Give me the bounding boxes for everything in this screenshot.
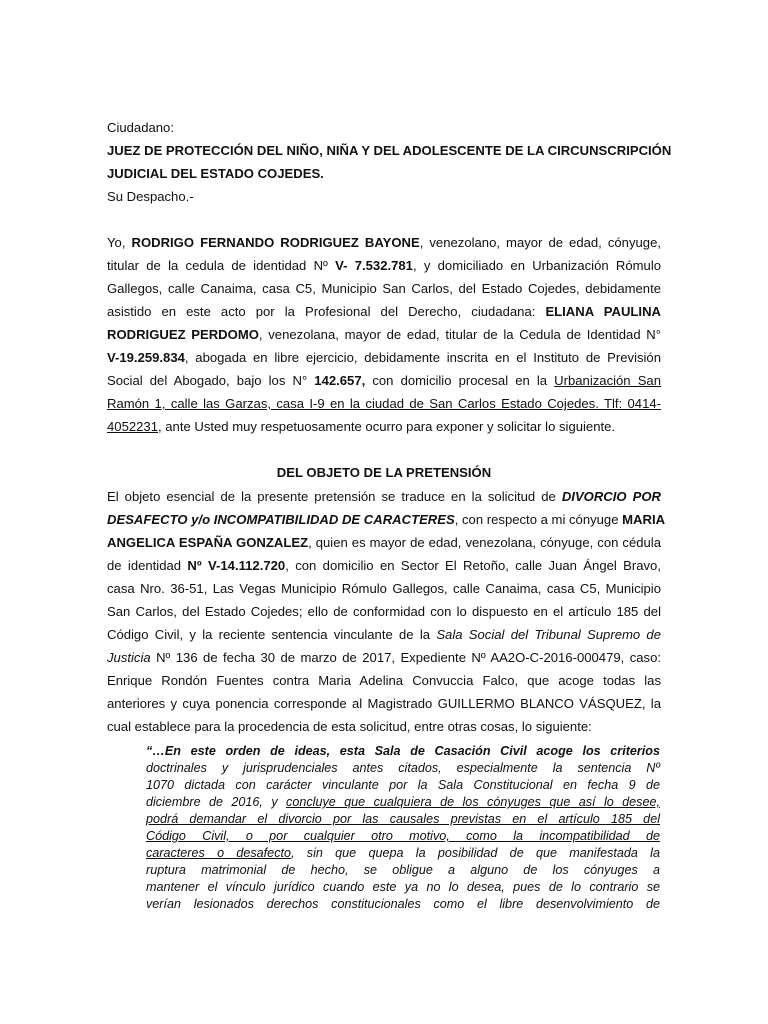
salutation: Ciudadano: — [107, 120, 174, 135]
quote-line-4: diciembre de 2016, y concluye que cualquiera de los cónyuges que así lo desee, — [146, 795, 660, 809]
object-line-6: San Carlos, del Estado Cojedes; ello de conformidad con lo dispuesto en el artículo 185 del — [107, 604, 661, 619]
quote-line-2: doctrinales y jurisprudenciales antes citados, especialmente la sentencia Nº — [146, 761, 660, 775]
intro-line-7: Social del Abogado, bajo los N° 142.657, con domicilio procesal en la Urbanización San — [107, 373, 661, 388]
intro-line-9: 4052231, ante Usted muy respetuosamente ocurro para exponer y solicitar lo siguiente. — [107, 419, 616, 434]
object-line-2: DESAFECTO y/o INCOMPATIBILIDAD DE CARACTERES, con respecto a mi cónyuge MARIA — [107, 512, 666, 527]
quote-line-1: “…En este orden de ideas, esta Sala de Casación Civil acoge los criterios — [146, 744, 660, 758]
section-heading: DEL OBJETO DE LA PRETENSIÓN — [276, 465, 492, 480]
quote-line-8: ruptura matrimonial de hecho, se obligue a alguno de los cónyuges a — [146, 863, 660, 877]
quote-line-10: verían lesionados derechos constitucionales como el libre desenvolvimiento de — [146, 897, 660, 911]
quote-line-6: Código Civil, o por cualquier otro motivo, como la incompatibilidad de — [146, 829, 660, 843]
object-line-3: ANGELICA ESPAÑA GONZALEZ, quien es mayor de edad, venezolana, cónyuge, con cédula — [107, 535, 661, 550]
judge-title-line-1: JUEZ DE PROTECCIÓN DEL NIÑO, NIÑA Y DEL ADOLESCENTE DE LA CIRCUNSCRIPCIÓN — [107, 143, 672, 158]
intro-line-2: titular de la cedula de identidad Nº V- 7.532.781, y domiciliado en Urbanización Rómulo — [107, 258, 662, 273]
object-line-11: cual establece para la procedencia de esta solicitud, entre otras cosas, lo siguiente: — [107, 719, 592, 734]
quote-line-9: mantener el vínculo jurídico cuando este ya no lo desea, pues de lo contrario se — [146, 880, 660, 894]
object-line-4: de identidad Nº V-14.112.720, con domicilio en Sector El Retoño, calle Juan Ángel Bravo, — [107, 558, 661, 573]
object-line-10: anteriores y cuya ponencia corresponde al Magistrado GUILLERMO BLANCO VÁSQUEZ, la — [107, 696, 661, 711]
quote-line-5: podrá demandar el divorcio por las causales previstas en el artículo 185 del — [146, 812, 660, 826]
object-line-1: El objeto esencial de la presente pretensión se traduce en la solicitud de DIVORCIO POR — [107, 489, 662, 504]
object-line-9: Enrique Rondón Fuentes contra Maria Adelina Convuccia Falco, que acoge todas las — [107, 673, 661, 688]
intro-line-5: RODRIGUEZ PERDOMO, venezolana, mayor de edad, titular de la Cedula de Identidad N° — [107, 327, 661, 342]
object-line-5: casa Nro. 36-51, Las Vegas Municipio Rómulo Gallegos, calle Canaima, casa C5, Municipio — [107, 581, 661, 596]
quote-line-7: caracteres o desafecto, sin que quepa la posibilidad de que manifestada la — [146, 846, 660, 860]
intro-line-1: Yo, RODRIGO FERNANDO RODRIGUEZ BAYONE, venezolano, mayor de edad, cónyuge, — [107, 235, 661, 250]
object-line-7: Código Civil, y la reciente sentencia vinculante de la Sala Social del Tribunal Supremo de — [107, 627, 661, 642]
despacho: Su Despacho.- — [107, 189, 194, 204]
quote-line-3: 1070 dictada con carácter vinculante por la Sala Constitucional en fecha 9 de — [146, 778, 660, 792]
judge-title-line-2: JUDICIAL DEL ESTADO COJEDES. — [107, 166, 324, 181]
intro-line-4: asistido en este acto por la Profesional del Derecho, ciudadana: ELIANA PAULINA — [107, 304, 661, 319]
intro-line-6: V-19.259.834, abogada en libre ejercicio, debidamente inscrita en el Instituto de Previsión — [107, 350, 661, 365]
intro-line-8: Ramón 1, calle las Garzas, casa I-9 en la ciudad de San Carlos Estado Cojedes. Tlf: 0414- — [107, 396, 661, 411]
object-line-8: Justicia Nº 136 de fecha 30 de marzo de 2017, Expediente Nº AA2O-C-2016-000479, caso: — [107, 650, 661, 665]
intro-line-3: Gallegos, calle Canaima, casa C5, Municipio San Carlos, del Estado Cojedes, debidamente — [107, 281, 661, 296]
